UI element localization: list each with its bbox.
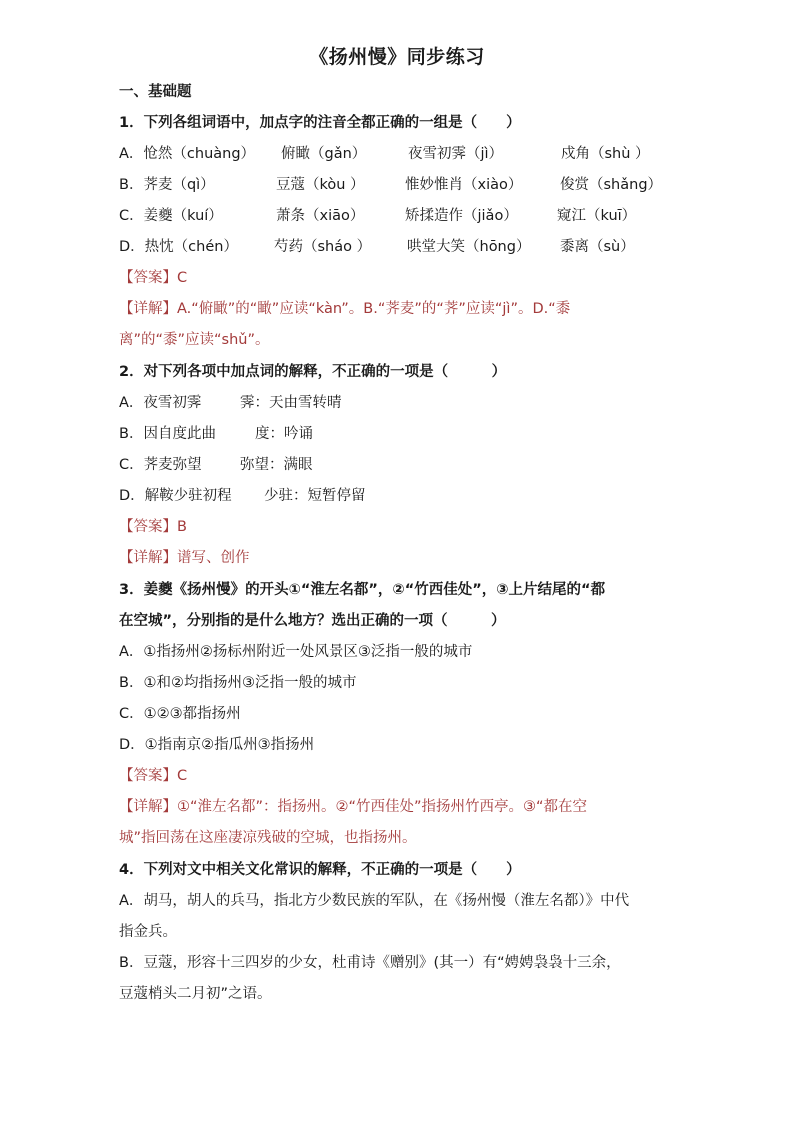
question-1-stem: 1．下列各组词语中，加点字的注音全都正确的一组是（ ） bbox=[119, 115, 521, 131]
q1-detail bbox=[119, 299, 570, 319]
q2-option-b: B．因自度此曲 bbox=[119, 426, 216, 442]
q1-option-d-4: 黍离（sù） bbox=[560, 239, 635, 255]
question-3-stem: 3．姜夔《扬州慢》的开头①“淮左名都”，②“竹西佳处”，③上片结尾的“都 bbox=[119, 582, 606, 598]
q2-option-a-gloss: 霁：天由雪转晴 bbox=[240, 395, 342, 411]
question-2-stem: 2．对下列各项中加点词的解释，不正确的一项是（ ） bbox=[119, 364, 507, 380]
q1-option-c-3: 矫揉造作（jiǎo） bbox=[405, 208, 518, 224]
q3-option-d: D．①指南京②指瓜州③指扬州 bbox=[119, 737, 315, 753]
q1-option-d-3: 哄堂大笑（hōng） bbox=[407, 239, 531, 255]
detail-tag: 【详解】 bbox=[119, 301, 177, 317]
q1-option-a-3: 夜雪初霁（jì） bbox=[408, 146, 504, 162]
page-title: 《扬州慢》同步练习 bbox=[309, 46, 485, 68]
q3-answer bbox=[119, 766, 187, 786]
q2-option-c-gloss: 弥望：满眼 bbox=[240, 457, 313, 473]
q1-option-b-3: 惟妙惟肖（xiào） bbox=[405, 177, 523, 193]
q1-option-d-2: 芍药（sháo ） bbox=[274, 239, 372, 255]
q1-option-b-1: B．荠麦（qì） bbox=[119, 177, 215, 193]
answer-tag: 【答案】 bbox=[119, 270, 177, 286]
q1-answer bbox=[119, 268, 187, 288]
q2-answer bbox=[119, 517, 187, 537]
q4-option-a-continued: 指金兵。 bbox=[119, 924, 177, 940]
q2-detail bbox=[119, 548, 250, 568]
q2-option-d-gloss: 少驻：短暂停留 bbox=[264, 488, 366, 504]
q3-option-c: C．①②③都指扬州 bbox=[119, 706, 241, 722]
q1-option-b-4: 俊赏（shǎng） bbox=[560, 177, 663, 193]
q3-option-a: A．①指扬州②扬标州附近一处风景区③泛指一般的城市 bbox=[119, 644, 473, 660]
section-heading: 一、基础题 bbox=[119, 84, 192, 100]
q3-detail bbox=[119, 797, 587, 817]
q1-option-a-1: A．怆然（chuàng） bbox=[119, 146, 256, 162]
q3-option-b: B．①和②均指扬州③泛指一般的城市 bbox=[119, 675, 357, 691]
q1-option-b-2: 豆蔻（kòu ） bbox=[276, 177, 365, 193]
q1-option-a-4: 戍角（shù ） bbox=[561, 146, 650, 162]
answer-tag: 【答案】 bbox=[119, 519, 177, 535]
detail-tag: 【详解】 bbox=[119, 550, 177, 566]
answer-value: C bbox=[177, 768, 188, 784]
q4-option-a: A．胡马，胡人的兵马，指北方少数民族的军队，在《扬州慢（淮左名都）》中代 bbox=[119, 893, 630, 909]
question-4-stem: 4．下列对文中相关文化常识的解释，不正确的一项是（ ） bbox=[119, 862, 521, 878]
answer-value: C bbox=[177, 270, 188, 286]
detail-text: ①“淮左名都”：指扬州。②“竹西佳处”指扬州竹西亭。③“都在空 bbox=[177, 799, 588, 815]
detail-tag: 【详解】 bbox=[119, 799, 177, 815]
q2-option-c: C．荠麦弥望 bbox=[119, 457, 202, 473]
answer-tag: 【答案】 bbox=[119, 768, 177, 784]
q1-option-c-1: C．姜夔（kuí） bbox=[119, 208, 223, 224]
q1-option-c-2: 萧条（xiāo） bbox=[276, 208, 365, 224]
q4-option-b-continued: 豆蔻梢头二月初”之语。 bbox=[119, 986, 272, 1002]
question-3-stem-continued: 在空城”，分别指的是什么地方？选出正确的一项（ ） bbox=[119, 613, 506, 629]
answer-value: B bbox=[177, 519, 187, 535]
q1-option-c-4: 窥江（kuī） bbox=[557, 208, 637, 224]
q1-option-a-2: 俯瞰（gǎn） bbox=[281, 146, 367, 162]
q1-option-d-1: D．热忱（chén） bbox=[119, 239, 238, 255]
q2-option-d: D．解鞍少驻初程 bbox=[119, 488, 232, 504]
q2-option-a: A．夜雪初霁 bbox=[119, 395, 202, 411]
q1-detail-continued: 离”的“黍”应读“shǔ”。 bbox=[119, 332, 270, 348]
detail-text: A.“俯瞰”的“瞰”应读“kàn”。B.“荠麦”的“荠”应读“jì”。D.“黍 bbox=[177, 301, 571, 317]
detail-text: 谱写、创作 bbox=[177, 550, 250, 566]
q3-detail-continued: 城”指回荡在这座凄凉残破的空城，也指扬州。 bbox=[119, 830, 417, 846]
q4-option-b: B．豆蔻，形容十三四岁的少女，杜甫诗《赠别》(其一）有“娉娉袅袅十三余， bbox=[119, 955, 621, 971]
q2-option-b-gloss: 度：吟诵 bbox=[255, 426, 313, 442]
